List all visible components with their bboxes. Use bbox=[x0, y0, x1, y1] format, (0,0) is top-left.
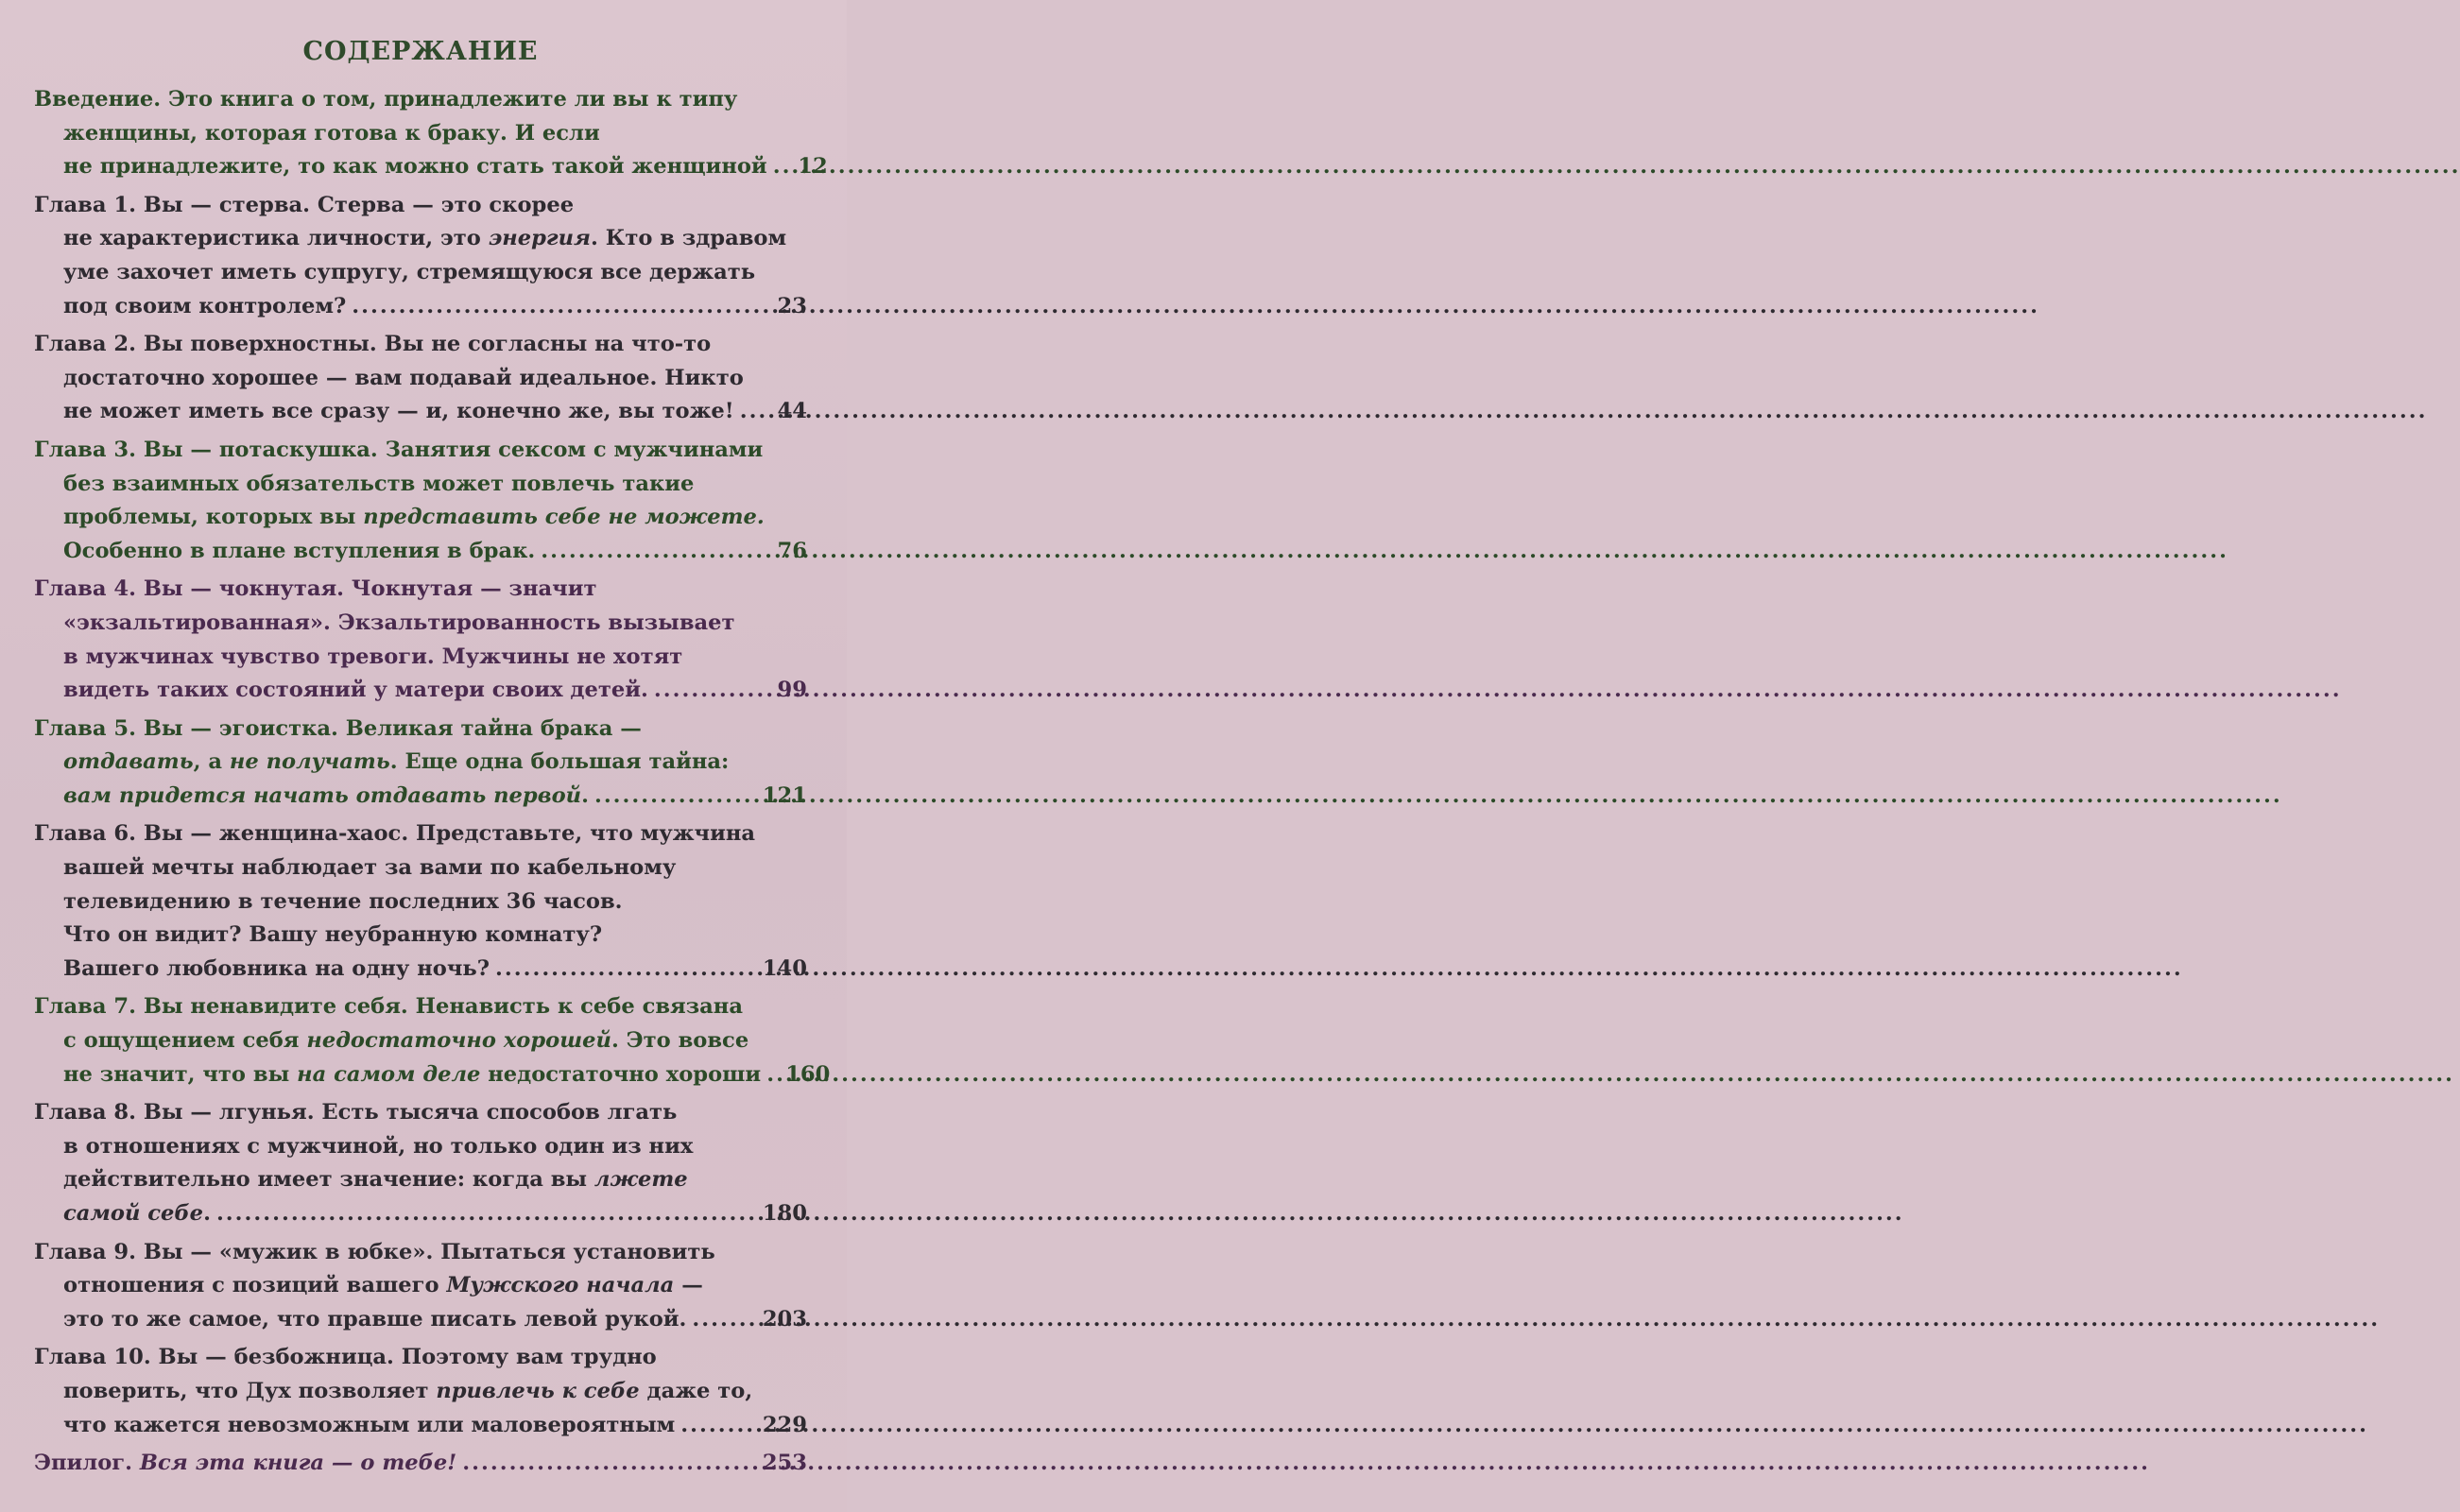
toc-line bbox=[34, 1236, 807, 1270]
toc-entry bbox=[34, 990, 831, 1091]
italic-text: на самом деле bbox=[297, 1061, 481, 1087]
text-segment: . Еще одна большая тайна: bbox=[389, 749, 730, 775]
page-number: 160 bbox=[785, 1061, 831, 1087]
page-number: 253 bbox=[762, 1451, 807, 1476]
dot-leader bbox=[773, 150, 784, 184]
dot-leader bbox=[541, 535, 764, 569]
toc-line bbox=[34, 573, 807, 607]
text-segment: отношения с позиций вашего bbox=[63, 1273, 447, 1298]
toc-line bbox=[34, 1096, 807, 1130]
toc-line bbox=[34, 607, 807, 641]
dot-leader bbox=[216, 1197, 755, 1231]
toc-line bbox=[34, 395, 807, 429]
text-segment: в мужчинах чувство тревоги. Мужчины не хотят bbox=[63, 644, 683, 669]
page-number: 229 bbox=[762, 1412, 807, 1437]
toc-line-text bbox=[63, 953, 490, 987]
text-segment: Введение. Это книга о том, принадлежите ли вы к типу bbox=[34, 87, 738, 112]
text-segment: женщины, которая готова к браку. И если bbox=[63, 120, 600, 146]
toc-line bbox=[34, 713, 807, 747]
toc-line bbox=[34, 1163, 807, 1197]
dot-leader bbox=[692, 1303, 754, 1337]
italic-text: вам придется начать отдавать первой bbox=[63, 782, 582, 808]
italic-text: привлечь к себе bbox=[436, 1378, 640, 1403]
text-segment: . Кто в здравом bbox=[591, 226, 787, 251]
toc-entry bbox=[34, 83, 828, 184]
toc-line-text bbox=[34, 1447, 456, 1481]
text-segment: что кажется невозможным или маловероятным bbox=[63, 1412, 676, 1437]
toc-entry bbox=[34, 1096, 807, 1230]
text-segment: телевидению в течение последних 36 часов. bbox=[63, 888, 623, 914]
toc-line bbox=[34, 1303, 807, 1337]
toc-line bbox=[34, 953, 807, 987]
text-segment: не характеристика личности, это bbox=[63, 226, 489, 251]
text-segment: Глава 6. Вы — женщина-хаос. Представьте, что мужчина bbox=[34, 821, 756, 847]
page-number: 121 bbox=[762, 782, 807, 808]
toc-line bbox=[34, 1058, 831, 1092]
page-number: 44 bbox=[777, 399, 807, 424]
text-segment: проблемы, которых вы bbox=[63, 505, 364, 530]
italic-text: представить себе не можете. bbox=[363, 505, 765, 530]
toc-line bbox=[34, 851, 807, 885]
text-segment: . bbox=[203, 1201, 211, 1226]
toc-entry bbox=[34, 434, 807, 568]
text-segment: под своим контролем? bbox=[63, 293, 347, 318]
toc-line-text bbox=[63, 1197, 211, 1231]
text-segment: Глава 4. Вы — чокнутая. Чокнутая — значит bbox=[34, 576, 597, 602]
italic-text: Вся эта книга — о тебе! bbox=[139, 1451, 457, 1476]
dot-leader bbox=[680, 1409, 755, 1443]
toc-line-text bbox=[63, 535, 535, 569]
toc-line-text bbox=[63, 674, 648, 708]
page-number: 99 bbox=[777, 678, 807, 703]
toc-entry bbox=[34, 1447, 807, 1481]
text-segment: Глава 8. Вы — лгунья. Есть тысяча способов лгать bbox=[34, 1100, 678, 1125]
text-segment: Глава 9. Вы — «мужик в юбке». Пытаться установить bbox=[34, 1239, 715, 1264]
toc-line bbox=[34, 150, 828, 184]
dot-leader bbox=[594, 780, 755, 814]
text-segment: Глава 7. Вы ненавидите себя. Ненависть к себе связана bbox=[34, 994, 743, 1020]
toc-entry bbox=[34, 573, 807, 707]
toc-line bbox=[34, 674, 807, 708]
page-number: 76 bbox=[777, 538, 807, 563]
text-segment: в отношениях с мужчиной, но только один из них bbox=[63, 1133, 694, 1159]
italic-text: отдавать bbox=[63, 749, 194, 775]
toc-line bbox=[34, 1269, 807, 1303]
dot-leader bbox=[352, 290, 764, 324]
text-segment: это то же самое, что правше писать левой рукой. bbox=[63, 1306, 687, 1332]
toc-line bbox=[34, 468, 807, 502]
italic-text: Мужского начала bbox=[446, 1273, 675, 1298]
toc-entry bbox=[34, 817, 807, 986]
text-segment: Эпилог. bbox=[34, 1451, 140, 1476]
toc-line bbox=[34, 256, 807, 290]
text-segment: Что он видит? Вашу неубранную комнату? bbox=[63, 922, 603, 948]
italic-text: самой себе bbox=[63, 1201, 204, 1226]
text-segment: недостаточно хороши bbox=[480, 1061, 762, 1087]
text-segment: «экзальтированная». Экзальтированность вызывает bbox=[63, 610, 735, 635]
italic-text: не получать bbox=[229, 749, 390, 775]
dot-leader bbox=[495, 953, 755, 987]
text-segment: не может иметь все сразу — и, конечно же, вы тоже! bbox=[63, 399, 734, 424]
toc-entry bbox=[34, 713, 807, 814]
toc-line-text bbox=[63, 1409, 675, 1443]
text-segment: вашей мечты наблюдает за вами по кабельному bbox=[63, 855, 677, 881]
toc-line-text bbox=[63, 1058, 761, 1092]
page-number: 23 bbox=[777, 293, 807, 318]
toc-line bbox=[34, 434, 807, 468]
toc-line bbox=[34, 1024, 807, 1058]
toc-line bbox=[34, 189, 807, 223]
dot-leader bbox=[766, 1058, 778, 1092]
toc-line bbox=[34, 1409, 807, 1443]
italic-text: лжете bbox=[593, 1167, 688, 1193]
page-number: 12 bbox=[798, 154, 828, 180]
dot-leader bbox=[654, 674, 764, 708]
toc-entry bbox=[34, 189, 807, 323]
text-segment: уме захочет иметь супругу, стремящуюся все держать bbox=[63, 259, 756, 284]
text-segment: . bbox=[581, 782, 589, 808]
italic-text: энергия bbox=[488, 226, 592, 251]
toc-line bbox=[34, 222, 807, 256]
toc-line-text bbox=[63, 150, 767, 184]
page-number: 180 bbox=[762, 1201, 807, 1226]
text-segment: — bbox=[674, 1273, 703, 1298]
table-of-contents bbox=[34, 83, 831, 1481]
toc-line bbox=[34, 1341, 807, 1375]
page-number: 140 bbox=[762, 955, 807, 981]
text-segment: поверить, что Дух позволяет bbox=[63, 1378, 437, 1403]
toc-line bbox=[34, 1447, 807, 1481]
toc-line bbox=[34, 501, 807, 535]
italic-text: недостаточно хорошей bbox=[306, 1028, 611, 1054]
toc-entry bbox=[34, 1236, 807, 1337]
page-number: 203 bbox=[762, 1306, 807, 1332]
toc-line bbox=[34, 780, 807, 814]
text-segment: , а bbox=[193, 749, 230, 775]
dot-leader bbox=[462, 1447, 755, 1481]
toc-line bbox=[34, 990, 807, 1024]
text-segment: Особенно в плане вступления в брак. bbox=[63, 538, 536, 563]
toc-line-text bbox=[63, 780, 589, 814]
toc-line-text bbox=[63, 395, 734, 429]
text-segment: Глава 3. Вы — потаскушка. Занятия сексом с мужчинами bbox=[34, 437, 764, 462]
toc-line bbox=[34, 885, 807, 919]
toc-line bbox=[34, 1375, 807, 1409]
text-segment: Глава 5. Вы — эгоистка. Великая тайна брака — bbox=[34, 715, 642, 741]
toc-line bbox=[34, 641, 807, 675]
text-segment: без взаимных обязательств может повлечь такие bbox=[63, 471, 695, 496]
toc-line bbox=[34, 290, 807, 324]
toc-line bbox=[34, 817, 807, 851]
text-segment: Глава 1. Вы — стерва. Стерва — это скорее bbox=[34, 192, 575, 217]
text-segment: видеть таких состояний у матери своих детей. bbox=[63, 678, 648, 703]
text-segment: с ощущением себя bbox=[63, 1028, 307, 1054]
toc-line bbox=[34, 535, 807, 569]
toc-line bbox=[34, 328, 807, 362]
toc-line-text bbox=[63, 1303, 686, 1337]
toc-line bbox=[34, 1197, 807, 1231]
toc-line-text bbox=[63, 290, 346, 324]
dot-leader bbox=[740, 395, 764, 429]
toc-line bbox=[34, 117, 807, 151]
toc-entry bbox=[34, 1341, 807, 1442]
toc-line bbox=[34, 746, 807, 780]
toc-entry bbox=[34, 328, 807, 429]
page bbox=[0, 0, 847, 1512]
toc-line bbox=[34, 1130, 807, 1164]
text-segment: не принадлежите, то как можно стать такой женщиной bbox=[63, 154, 767, 180]
text-segment: не значит, что вы bbox=[63, 1061, 298, 1087]
text-segment: достаточно хорошее — вам подавай идеальное. Никто bbox=[63, 365, 744, 390]
text-segment: действительно имеет значение: когда вы bbox=[63, 1167, 594, 1193]
text-segment: даже то, bbox=[639, 1378, 753, 1403]
page-title: СОДЕРЖАНИЕ bbox=[302, 37, 539, 66]
text-segment: Глава 10. Вы — безбожница. Поэтому вам трудно bbox=[34, 1345, 657, 1370]
text-segment: Глава 2. Вы поверхностны. Вы не согласны на что-то bbox=[34, 332, 712, 357]
text-segment: Вашего любовника на одну ночь? bbox=[63, 955, 490, 981]
toc-line bbox=[34, 919, 807, 953]
toc-line bbox=[34, 362, 807, 396]
toc-line bbox=[34, 83, 807, 117]
text-segment: . Это вовсе bbox=[611, 1028, 749, 1054]
